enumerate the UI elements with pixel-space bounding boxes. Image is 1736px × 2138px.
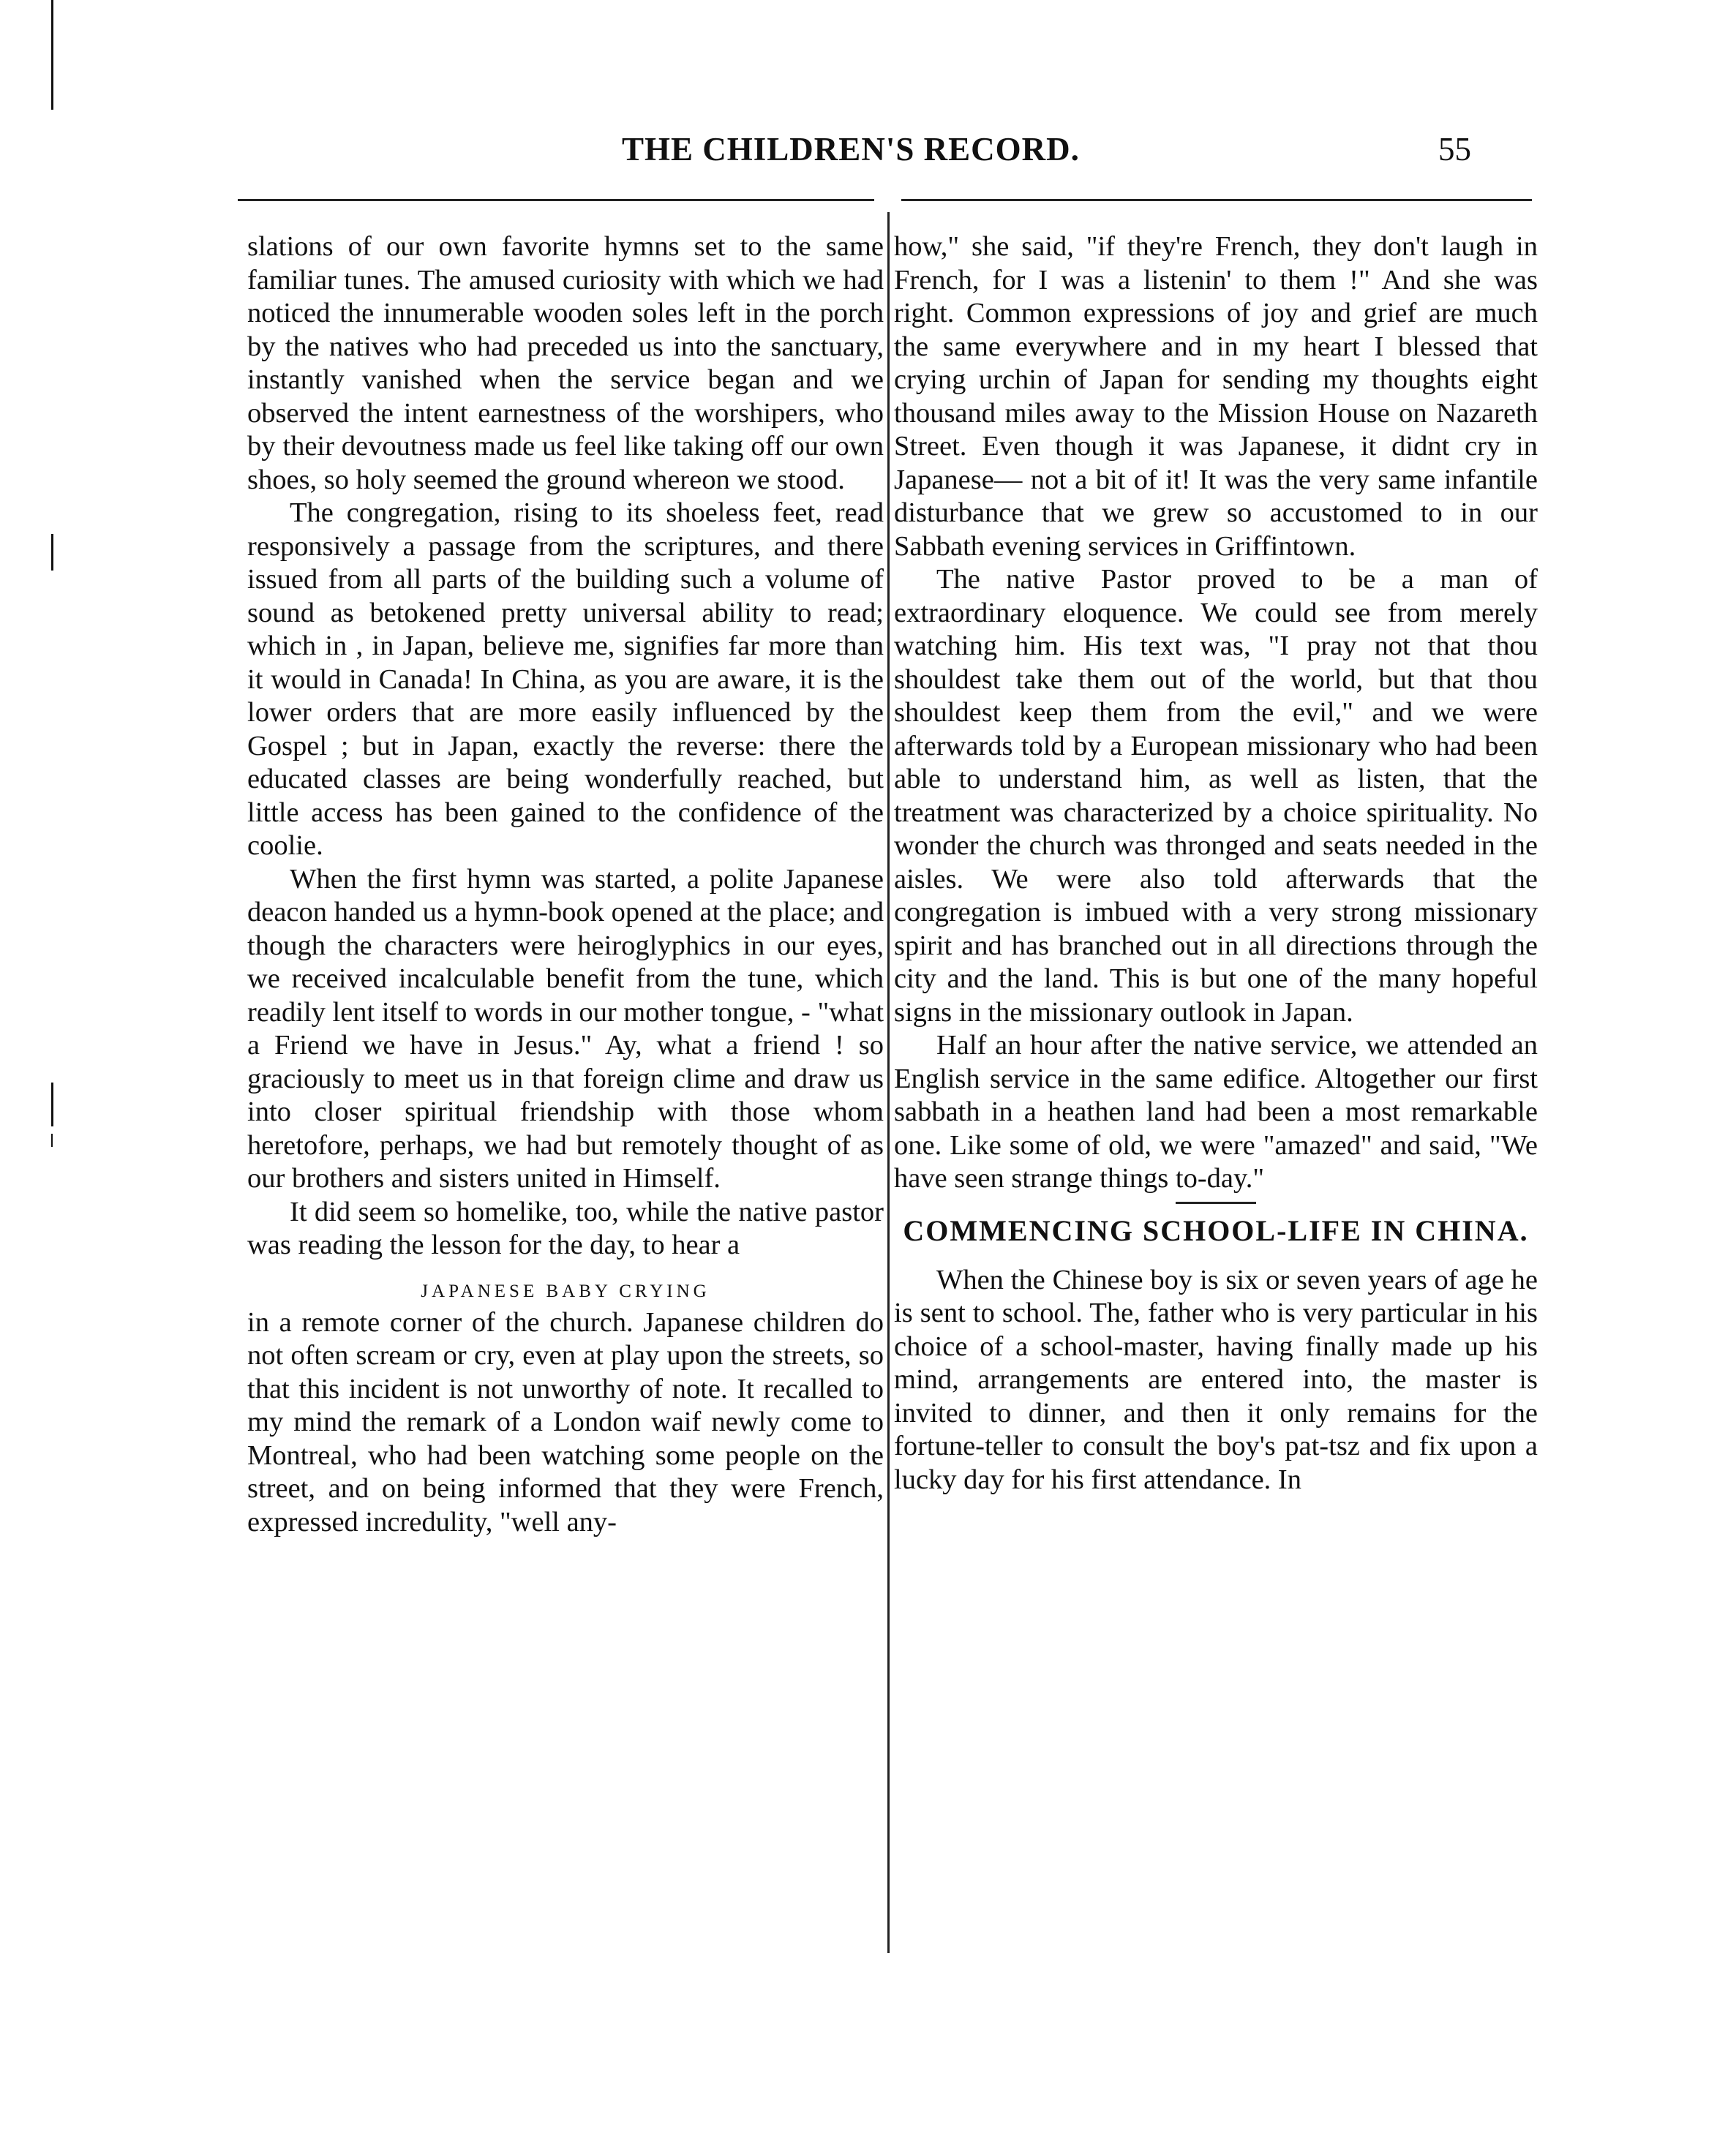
body-paragraph: When the first hymn was started, a polite Japanese deacon handed us a hymn-book opened at the place; and though the characters were heiroglyphics in our eyes, we received incalculable benefit from the tune, which readily lent itself to words in our mother tongue, - "what a Friend we have in Jesus." Ay, what a friend ! so graciously to meet us in that foreign clime and draw us into closer spiritual friendship with those whom heretofore, perhaps, we had but remotely thought of as our brothers and sisters united in Himself. <box>247 863 884 1194</box>
running-title: THE CHILDREN'S RECORD. <box>622 131 1080 167</box>
scan-edge-mark <box>51 534 53 571</box>
scan-edge-mark <box>51 0 53 110</box>
right-column <box>894 230 1538 1497</box>
body-paragraph: how," she said, "if they're French, they don't laugh in French, for I was a listenin' to them !" And she was right. Common expressions of joy and grief are much the same everywhere and in my heart I blessed that crying urchin of Japan for sending my thoughts eight thousand miles away to the Mission House on Nazareth Street. Even though it was Japanese, it didnt cry in Japanese— not a bit of it! It was the very same infantile disturbance that we grew so accustomed to in our Sabbath evening services in Griffintown. <box>894 231 1538 562</box>
subheading: JAPANESE BABY CRYING <box>421 1281 710 1301</box>
body-paragraph: Half an hour after the native service, we attended an English service in the same edifice. Altogether our first sabbath in a heathen land had been a most remarkable one. Like some of old, we were "amazed" and said, "We have seen strange things to-day." <box>894 1030 1538 1194</box>
body-paragraph: in a remote corner of the church. Japanese children do not often scream or cry, even at play upon the streets, so that this incident is not unworthy of note. It recalled to my mind the remark of a London waif newly come to Montreal, who had been watching some people on the street, and on being informed that they were French, expressed incredulity, "well any- <box>247 1306 884 1537</box>
body-paragraph: The native Pastor proved to be a man of extraordinary eloquence. We could see from merely watching him. His text was, "I pray not that thou shouldest take them out of the world, but that thou shouldest keep them from the evil," and we were afterwards told by a European missionary who had been able to understand him, as well as listen, that the treatment was characterized by a choice spirituality. No wonder the church was thronged and seats needed in the aisles. We were also told afterwards that the congregation is imbued with a very strong missionary spirit and has branched out in all directions through the city and the land. This is but one of the many hopeful signs in the missionary outlook in Japan. <box>894 564 1538 1028</box>
body-paragraph: The congregation, rising to its shoeless feet, read responsively a passage from the scriptures, and there issued from all parts of the building such a volume of sound as betokened pretty universal ability to read; which in , in Japan, believe me, signifies far more than it would in Canada! In China, as you are aware, it is the lower orders that are more easily influenced by the Gospel ; but in Japan, exactly the reverse: there the educated classes are being wonderfully reached, but little access has been gained to the confidence of the coolie. <box>247 497 884 861</box>
section-divider <box>1176 1202 1256 1204</box>
header-rule-left <box>238 199 874 201</box>
scan-edge-mark <box>51 1134 53 1147</box>
body-paragraph: It did seem so homelike, too, while the native pastor was reading the lesson for the day, to hear a <box>247 1196 884 1260</box>
page-number: 55 <box>1438 131 1471 167</box>
body-paragraph: slations of our own favorite hymns set to the same familiar tunes. The amused curiosity with which we had noticed the innumerable wooden soles left in the porch by the natives who had preceded us into the sanctuary, instantly vanished when the service began and we observed the intent earnestness of the worshipers, who by their devoutness made us feel like taking off our own shoes, so holy seemed the ground whereon we stood. <box>247 231 884 495</box>
left-column <box>247 230 884 1539</box>
scan-edge-mark <box>51 1083 53 1126</box>
section-heading: COMMENCING SCHOOL-LIFE IN CHINA. <box>903 1213 1529 1247</box>
header-rule-right <box>901 199 1532 201</box>
body-paragraph: When the Chinese boy is six or seven years of age he is sent to school. The, father who is very particular in his choice of a school-master, having finally made up his mind, arrangements are entered into, the master is invited to dinner, and then it only remains for the fortune-teller to consult the boy's pat-tsz and fix upon a lucky day for his first attendance. In <box>894 1264 1538 1495</box>
column-divider <box>887 212 890 1953</box>
